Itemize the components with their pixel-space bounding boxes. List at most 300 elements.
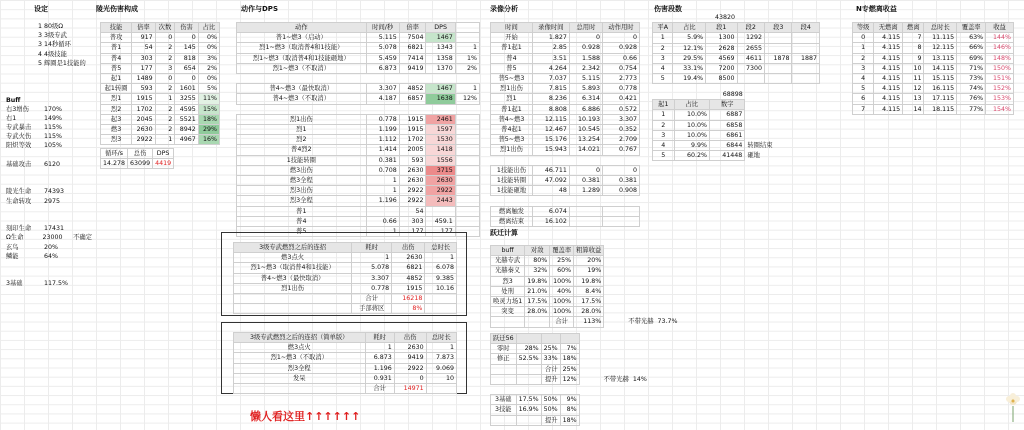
table-cell[interactable]: 5.115 [569, 74, 602, 84]
settings-label[interactable]: 3 [37, 41, 42, 49]
table-cell[interactable] [764, 33, 791, 43]
settings-label[interactable]: Ω生命 [6, 234, 24, 242]
table-cell[interactable]: 6861 [709, 130, 744, 140]
table-cell[interactable]: 1370 [426, 63, 455, 73]
table-cell[interactable] [602, 206, 639, 216]
table-cell[interactable]: 1 [426, 343, 456, 353]
table-cell[interactable]: 50% [541, 395, 560, 405]
table-cell[interactable]: 1601 [175, 84, 198, 94]
table-cell[interactable]: 46.711 [532, 165, 569, 175]
table-cell[interactable]: 20% [574, 256, 604, 266]
table-cell[interactable]: 烈1 [101, 94, 132, 104]
table-cell[interactable]: 9419 [399, 63, 426, 73]
table-cell[interactable]: 转圈结束 [747, 142, 773, 150]
column-header[interactable]: 段4 [792, 23, 820, 33]
settings-value[interactable]: 80级Ω [44, 23, 64, 30]
column-header[interactable]: 时间 [491, 23, 533, 33]
table-cell[interactable]: 0 [602, 165, 639, 175]
table-cell[interactable]: 21.0% [525, 286, 550, 296]
table-cell[interactable]: 1 [653, 110, 675, 120]
table-cell[interactable] [491, 364, 517, 374]
blank-cell[interactable] [455, 206, 479, 216]
column-header[interactable]: buff [491, 246, 525, 256]
table-cell[interactable]: 145 [175, 43, 198, 53]
settings-label[interactable]: 生命转攻 [6, 197, 32, 205]
table-cell[interactable]: 4.264 [532, 63, 569, 73]
blank-cell[interactable] [455, 23, 479, 33]
column-header[interactable]: 收益 [986, 23, 1014, 33]
table-cell[interactable]: 烈1 [237, 125, 367, 135]
table-cell[interactable]: 2 [653, 120, 675, 130]
table-cell[interactable] [745, 120, 788, 130]
settings-value[interactable]: 117.5% [44, 280, 69, 288]
settings-value[interactable]: 6120 [44, 160, 61, 168]
table-cell[interactable]: 14 [903, 104, 924, 114]
table-cell[interactable]: 0.66 [602, 53, 639, 63]
blank-cell[interactable] [745, 90, 788, 100]
table-cell[interactable]: 63099 [128, 159, 153, 169]
table-cell[interactable]: 1% [455, 53, 479, 63]
column-header[interactable]: 段1 [706, 23, 737, 33]
blank-cell[interactable] [653, 13, 673, 23]
table-cell[interactable]: 11 [903, 74, 924, 84]
table-cell[interactable]: 66% [957, 43, 986, 53]
table-cell[interactable]: 5.459 [366, 53, 399, 63]
blank-cell[interactable] [455, 196, 479, 206]
blank-cell[interactable] [455, 176, 479, 186]
table-cell[interactable]: 砸地 [747, 152, 760, 160]
table-cell[interactable]: 2 [155, 84, 175, 94]
blank-cell[interactable] [673, 13, 706, 23]
table-cell[interactable]: 77% [957, 104, 986, 114]
table-cell[interactable]: 25% [560, 364, 579, 374]
table-cell[interactable]: 普1 [237, 206, 367, 216]
table-cell[interactable]: 提升 [541, 374, 560, 384]
table-cell[interactable]: 4.115 [874, 63, 903, 73]
table-cell[interactable]: 818 [175, 53, 198, 63]
total-value[interactable]: 16218 [392, 294, 425, 304]
table-cell[interactable]: 1556 [426, 155, 455, 165]
table-cell[interactable]: 18% [198, 114, 219, 124]
table-cell[interactable]: 8% [560, 405, 579, 415]
settings-label[interactable] [6, 178, 44, 187]
column-header[interactable]: 总时长 [425, 243, 457, 253]
table-cell[interactable]: 2922 [132, 135, 155, 145]
table-cell[interactable]: 25% [550, 256, 574, 266]
table-cell[interactable]: 3.51 [532, 53, 569, 63]
table-cell[interactable]: 6.873 [366, 63, 399, 73]
table-cell[interactable]: 100% [550, 276, 574, 286]
table-cell[interactable]: 2443 [426, 196, 455, 206]
table-cell[interactable]: 25% [541, 344, 560, 354]
settings-label[interactable]: 右3增伤 [6, 105, 29, 113]
table-cell[interactable]: 1 [365, 343, 394, 353]
table-cell[interactable] [764, 64, 791, 74]
blank-cell[interactable] [234, 304, 352, 314]
table-cell[interactable]: 60% [550, 266, 574, 276]
blank-cell[interactable] [653, 90, 675, 100]
table-cell[interactable]: 4595 [175, 104, 198, 114]
table-cell[interactable]: 1702 [132, 104, 155, 114]
table-cell[interactable]: 3 [653, 130, 675, 140]
table-cell[interactable]: 烈1出伤 [491, 145, 533, 155]
settings-value[interactable] [44, 178, 76, 187]
table-cell[interactable]: 0.778 [366, 114, 399, 124]
settings-label[interactable] [6, 77, 44, 86]
blank-cell[interactable] [516, 334, 541, 344]
table-cell[interactable]: 4.187 [366, 94, 399, 104]
settings-value[interactable]: 74393 [44, 188, 65, 196]
table-cell[interactable]: 7 [853, 104, 874, 114]
table-cell[interactable]: 光赫专武 [491, 256, 525, 266]
table-cell[interactable]: 76% [957, 94, 986, 104]
table-cell[interactable]: 2 [653, 43, 673, 53]
table-cell[interactable]: 3 [155, 63, 175, 73]
table-cell[interactable]: 177 [426, 227, 455, 237]
table-cell[interactable]: 5% [198, 84, 219, 94]
note-label[interactable]: 不带光赫 [603, 375, 629, 383]
table-cell[interactable]: 54 [399, 206, 426, 216]
table-cell[interactable]: 12.115 [924, 43, 957, 53]
table-cell[interactable]: 10.16 [425, 283, 457, 293]
table-cell[interactable]: 177 [132, 63, 155, 73]
jump-title[interactable]: 跃迁56 [491, 334, 517, 344]
table-cell[interactable]: 普4~燃3（最快取消） [237, 84, 367, 94]
table-cell[interactable]: 1467 [426, 33, 455, 43]
blank-cell[interactable] [425, 294, 457, 304]
table-cell[interactable]: 7414 [399, 53, 426, 63]
table-cell[interactable]: 0 [155, 74, 175, 84]
table-cell[interactable]: 9419 [394, 353, 426, 363]
column-header[interactable]: 数字 [709, 100, 744, 110]
settings-value[interactable] [44, 261, 76, 270]
table-cell[interactable]: 4852 [399, 84, 426, 94]
settings-label[interactable] [6, 261, 44, 270]
table-cell[interactable] [516, 374, 541, 384]
table-cell[interactable]: 29.5% [673, 53, 706, 63]
table-cell[interactable]: 4.115 [874, 53, 903, 63]
settings-label[interactable] [6, 151, 44, 160]
table-cell[interactable]: 0.928 [602, 43, 639, 53]
table-cell[interactable]: 1.196 [366, 196, 399, 206]
table-cell[interactable]: 2922 [394, 363, 426, 373]
settings-label[interactable]: 专武火伤 [6, 133, 32, 141]
table-cell[interactable]: 16% [198, 135, 219, 145]
settings-value[interactable]: 辉圈是1技能的 [44, 59, 86, 67]
table-cell[interactable]: 烈1~燃3（不取消） [237, 63, 367, 73]
table-cell[interactable]: 10.193 [569, 114, 602, 124]
table-cell[interactable]: 普5~燃3 [491, 135, 533, 145]
table-cell[interactable]: 6857 [399, 94, 426, 104]
note-value[interactable]: 14% [632, 375, 647, 383]
table-cell[interactable]: 40% [550, 286, 574, 296]
table-cell[interactable]: 1.289 [569, 186, 602, 196]
table-cell[interactable]: 5.9% [673, 33, 706, 43]
table-cell[interactable]: 3.307 [602, 114, 639, 124]
table-cell[interactable]: 19.8% [574, 276, 604, 286]
table-cell[interactable]: 普4起1 [491, 125, 533, 135]
settings-value[interactable] [44, 169, 76, 178]
table-cell[interactable]: 2% [455, 63, 479, 73]
table-cell[interactable]: 普4 [491, 53, 533, 63]
table-cell[interactable]: 突变 [491, 307, 525, 317]
table-cell[interactable]: 10 [903, 63, 924, 73]
table-cell[interactable]: 12% [560, 374, 579, 384]
column-header[interactable]: 3级专武燃烈之后的连招（简单版） [234, 333, 366, 343]
table-cell[interactable]: 60.2% [674, 151, 709, 161]
column-header[interactable]: 总伤 [128, 149, 153, 159]
table-cell[interactable]: 0.908 [602, 186, 639, 196]
table-cell[interactable] [491, 415, 517, 425]
table-cell[interactable]: 12% [455, 94, 479, 104]
blank-cell[interactable] [737, 13, 764, 23]
table-cell[interactable]: 63% [957, 33, 986, 43]
table-cell[interactable]: 2922 [426, 186, 455, 196]
table-cell[interactable]: 烈1~燃3（取消普4和1技能） [237, 43, 367, 53]
table-cell[interactable]: 5 [653, 74, 673, 84]
table-cell[interactable]: 50% [541, 405, 560, 415]
table-cell[interactable]: 10.0% [674, 110, 709, 120]
settings-label[interactable]: Buff [6, 96, 21, 104]
blank-cell[interactable] [764, 13, 791, 23]
table-cell[interactable]: 8.4% [574, 286, 604, 296]
table-cell[interactable]: 6821 [399, 43, 426, 53]
table-cell[interactable]: 7504 [399, 33, 426, 43]
table-cell[interactable]: 2.709 [602, 135, 639, 145]
table-cell[interactable] [569, 216, 602, 226]
settings-label[interactable]: 3 [37, 32, 42, 40]
column-header[interactable]: 出伤 [394, 333, 426, 343]
top-value[interactable]: 43820 [714, 14, 735, 21]
table-cell[interactable]: 13 [903, 94, 924, 104]
total-label[interactable]: 合计 [550, 317, 574, 327]
blank-cell[interactable] [425, 304, 457, 314]
table-cell[interactable]: 0.928 [569, 43, 602, 53]
table-cell[interactable] [455, 33, 479, 43]
table-cell[interactable]: 154% [986, 104, 1014, 114]
table-cell[interactable]: 74% [957, 84, 986, 94]
table-cell[interactable]: 28.0% [525, 307, 550, 317]
table-cell[interactable] [792, 74, 820, 84]
settings-label[interactable] [6, 169, 44, 178]
column-header[interactable]: 覆盖率 [550, 246, 574, 256]
settings-value[interactable] [44, 68, 76, 77]
settings-value[interactable]: 149% [44, 114, 63, 122]
table-cell[interactable]: 开始 [491, 33, 533, 43]
table-cell[interactable]: 459.1 [426, 216, 455, 226]
total-label[interactable]: 合计 [365, 384, 394, 394]
settings-label[interactable]: 右1 [6, 114, 17, 122]
column-header[interactable]: 总时长 [426, 333, 456, 343]
table-cell[interactable]: 普4 [237, 216, 367, 226]
table-cell[interactable]: 零时 [491, 344, 517, 354]
table-cell[interactable]: 6 [853, 94, 874, 104]
table-cell[interactable]: 普攻 [101, 33, 132, 43]
blank-cell[interactable] [560, 334, 579, 344]
table-cell[interactable]: 0 [602, 33, 639, 43]
settings-value[interactable]: 3级专武 [44, 32, 67, 40]
table-cell[interactable]: 5 [853, 84, 874, 94]
table-cell[interactable]: 4852 [392, 273, 425, 283]
table-cell[interactable]: 0.767 [602, 145, 639, 155]
table-cell[interactable]: 燃3点火 [234, 343, 366, 353]
table-cell[interactable]: 0.778 [352, 283, 392, 293]
table-cell[interactable]: 3255 [175, 94, 198, 104]
table-cell[interactable] [602, 216, 639, 226]
table-cell[interactable]: 1技能转圈 [491, 176, 533, 186]
column-header[interactable]: 耗时 [352, 243, 392, 253]
table-cell[interactable]: 1358 [426, 53, 455, 63]
settings-label[interactable]: 陵光生命 [6, 188, 32, 196]
table-cell[interactable]: 8942 [175, 125, 198, 135]
column-header[interactable]: 等级 [853, 23, 874, 33]
blank-cell[interactable] [491, 155, 640, 165]
table-cell[interactable]: 普4~燃3（最快取消） [234, 273, 352, 283]
table-cell[interactable]: 15.943 [532, 145, 569, 155]
settings-label[interactable]: 基础攻击 [6, 160, 32, 168]
table-cell[interactable]: 0.66 [366, 216, 399, 226]
table-cell[interactable]: 0 [853, 33, 874, 43]
table-cell[interactable]: 普5 [237, 227, 367, 237]
settings-value[interactable]: 105% [44, 142, 63, 150]
settings-label[interactable]: 1 [37, 23, 42, 30]
table-cell[interactable] [516, 415, 541, 425]
settings-label[interactable] [6, 86, 44, 95]
table-cell[interactable]: 0.754 [602, 63, 639, 73]
table-cell[interactable]: 2630 [132, 125, 155, 135]
column-header[interactable]: 占比 [673, 23, 706, 33]
table-cell[interactable]: 10 [426, 373, 456, 383]
table-cell[interactable]: 19.4% [673, 74, 706, 84]
table-cell[interactable]: 28.0% [574, 307, 604, 317]
settings-label[interactable]: 3基础 [6, 280, 23, 288]
table-cell[interactable]: 1597 [426, 125, 455, 135]
table-cell[interactable] [745, 110, 788, 120]
table-cell[interactable]: 2 [853, 53, 874, 63]
blank-cell[interactable] [455, 145, 479, 155]
settings-label[interactable]: 5 [37, 59, 42, 67]
table-cell[interactable]: 燃3出伤 [237, 165, 367, 175]
table-cell[interactable]: 燃3点火 [234, 253, 352, 263]
table-cell[interactable]: 7300 [737, 64, 764, 74]
table-cell[interactable]: 12.115 [532, 114, 569, 124]
column-header[interactable]: DPS [426, 23, 455, 33]
blank-cell[interactable] [426, 384, 456, 394]
column-header[interactable]: 段3 [764, 23, 791, 33]
table-cell[interactable]: 2630 [392, 253, 425, 263]
table-cell[interactable]: 普4~燃3（不取消） [237, 94, 367, 104]
table-cell[interactable]: 593 [399, 155, 426, 165]
table-cell[interactable]: 4.115 [874, 33, 903, 43]
table-cell[interactable]: 593 [132, 84, 155, 94]
settings-value[interactable]: 4级技能 [44, 50, 67, 58]
table-cell[interactable]: 1300 [706, 33, 737, 43]
table-cell[interactable]: 14.021 [569, 145, 602, 155]
table-cell[interactable]: 3.307 [352, 273, 392, 283]
table-cell[interactable]: 71% [957, 63, 986, 73]
table-cell[interactable]: 1638 [426, 94, 455, 104]
settings-value[interactable] [44, 86, 76, 95]
table-cell[interactable]: 9.385 [425, 273, 457, 283]
table-cell[interactable]: 17.5% [574, 297, 604, 307]
table-cell[interactable]: 2922 [399, 186, 426, 196]
table-cell[interactable]: 0% [198, 43, 219, 53]
table-cell[interactable]: 151% [986, 74, 1014, 84]
table-cell[interactable]: 6858 [709, 120, 744, 130]
gap-label[interactable]: 手部蒋区 [352, 304, 392, 314]
table-cell[interactable] [764, 74, 791, 84]
table-cell[interactable]: 13.115 [924, 53, 957, 63]
blank-cell[interactable] [491, 196, 640, 206]
column-header[interactable]: 出伤 [392, 243, 425, 253]
table-cell[interactable]: 150% [986, 63, 1014, 73]
table-cell[interactable]: 0.421 [602, 94, 639, 104]
table-cell[interactable]: 5.078 [352, 263, 392, 273]
column-header[interactable]: 段2 [737, 23, 764, 33]
table-cell[interactable]: 1467 [426, 84, 455, 94]
table-cell[interactable]: 152% [986, 84, 1014, 94]
table-cell[interactable]: 起1转圈 [101, 84, 132, 94]
table-cell[interactable]: 燃离结束 [491, 216, 533, 226]
column-header[interactable]: 动作用时 [602, 23, 639, 33]
table-cell[interactable]: 10.0% [674, 130, 709, 140]
table-cell[interactable]: 1915 [399, 125, 426, 135]
table-cell[interactable]: 燃离触发 [491, 206, 533, 216]
column-header[interactable]: 总时长 [924, 23, 957, 33]
table-cell[interactable]: 1 [425, 253, 457, 263]
table-cell[interactable]: 2.342 [569, 63, 602, 73]
table-cell[interactable]: 9.9% [674, 141, 709, 151]
settings-label[interactable]: 玄鸟 [6, 243, 19, 251]
blank-cell[interactable] [674, 90, 709, 100]
column-header[interactable]: 耗时 [365, 333, 394, 343]
table-cell[interactable]: 0 [569, 33, 602, 43]
blank-cell[interactable] [237, 104, 480, 114]
table-cell[interactable]: 17.5% [525, 297, 550, 307]
gap-value[interactable]: 8% [392, 304, 425, 314]
blank-cell[interactable] [745, 100, 788, 110]
table-cell[interactable]: 起3 [101, 114, 132, 124]
table-cell[interactable]: 3基础 [491, 395, 517, 405]
table-cell[interactable]: 4.115 [874, 74, 903, 84]
table-cell[interactable]: 起1 [101, 74, 132, 84]
table-cell[interactable]: 2 [155, 125, 175, 135]
table-cell[interactable]: 1 [366, 176, 399, 186]
settings-value[interactable]: 20% [44, 243, 58, 251]
table-cell[interactable]: 4 [853, 74, 874, 84]
table-cell[interactable]: 1 [155, 94, 175, 104]
table-cell[interactable]: 7.037 [532, 74, 569, 84]
table-cell[interactable]: 18% [560, 354, 579, 364]
note-value[interactable]: 73.7% [657, 318, 678, 326]
table-cell[interactable] [426, 206, 455, 216]
table-cell[interactable]: 烈1~燃3（不取消） [234, 353, 366, 363]
table-cell[interactable]: 14.115 [924, 63, 957, 73]
table-cell[interactable]: 1 [155, 135, 175, 145]
table-cell[interactable]: 17.5% [516, 395, 541, 405]
column-header[interactable]: 占比 [198, 23, 219, 33]
table-cell[interactable] [737, 74, 764, 84]
table-cell[interactable]: 1915 [399, 114, 426, 124]
column-header[interactable]: 技能 [101, 23, 132, 33]
table-cell[interactable]: 16.115 [924, 84, 957, 94]
table-cell[interactable]: 8 [903, 43, 924, 53]
table-cell[interactable]: 13.254 [569, 135, 602, 145]
table-cell[interactable]: 3715 [426, 165, 455, 175]
table-cell[interactable]: 烈3全程 [237, 196, 367, 206]
total-value[interactable]: 14971 [394, 384, 426, 394]
table-cell[interactable]: 7.873 [426, 353, 456, 363]
